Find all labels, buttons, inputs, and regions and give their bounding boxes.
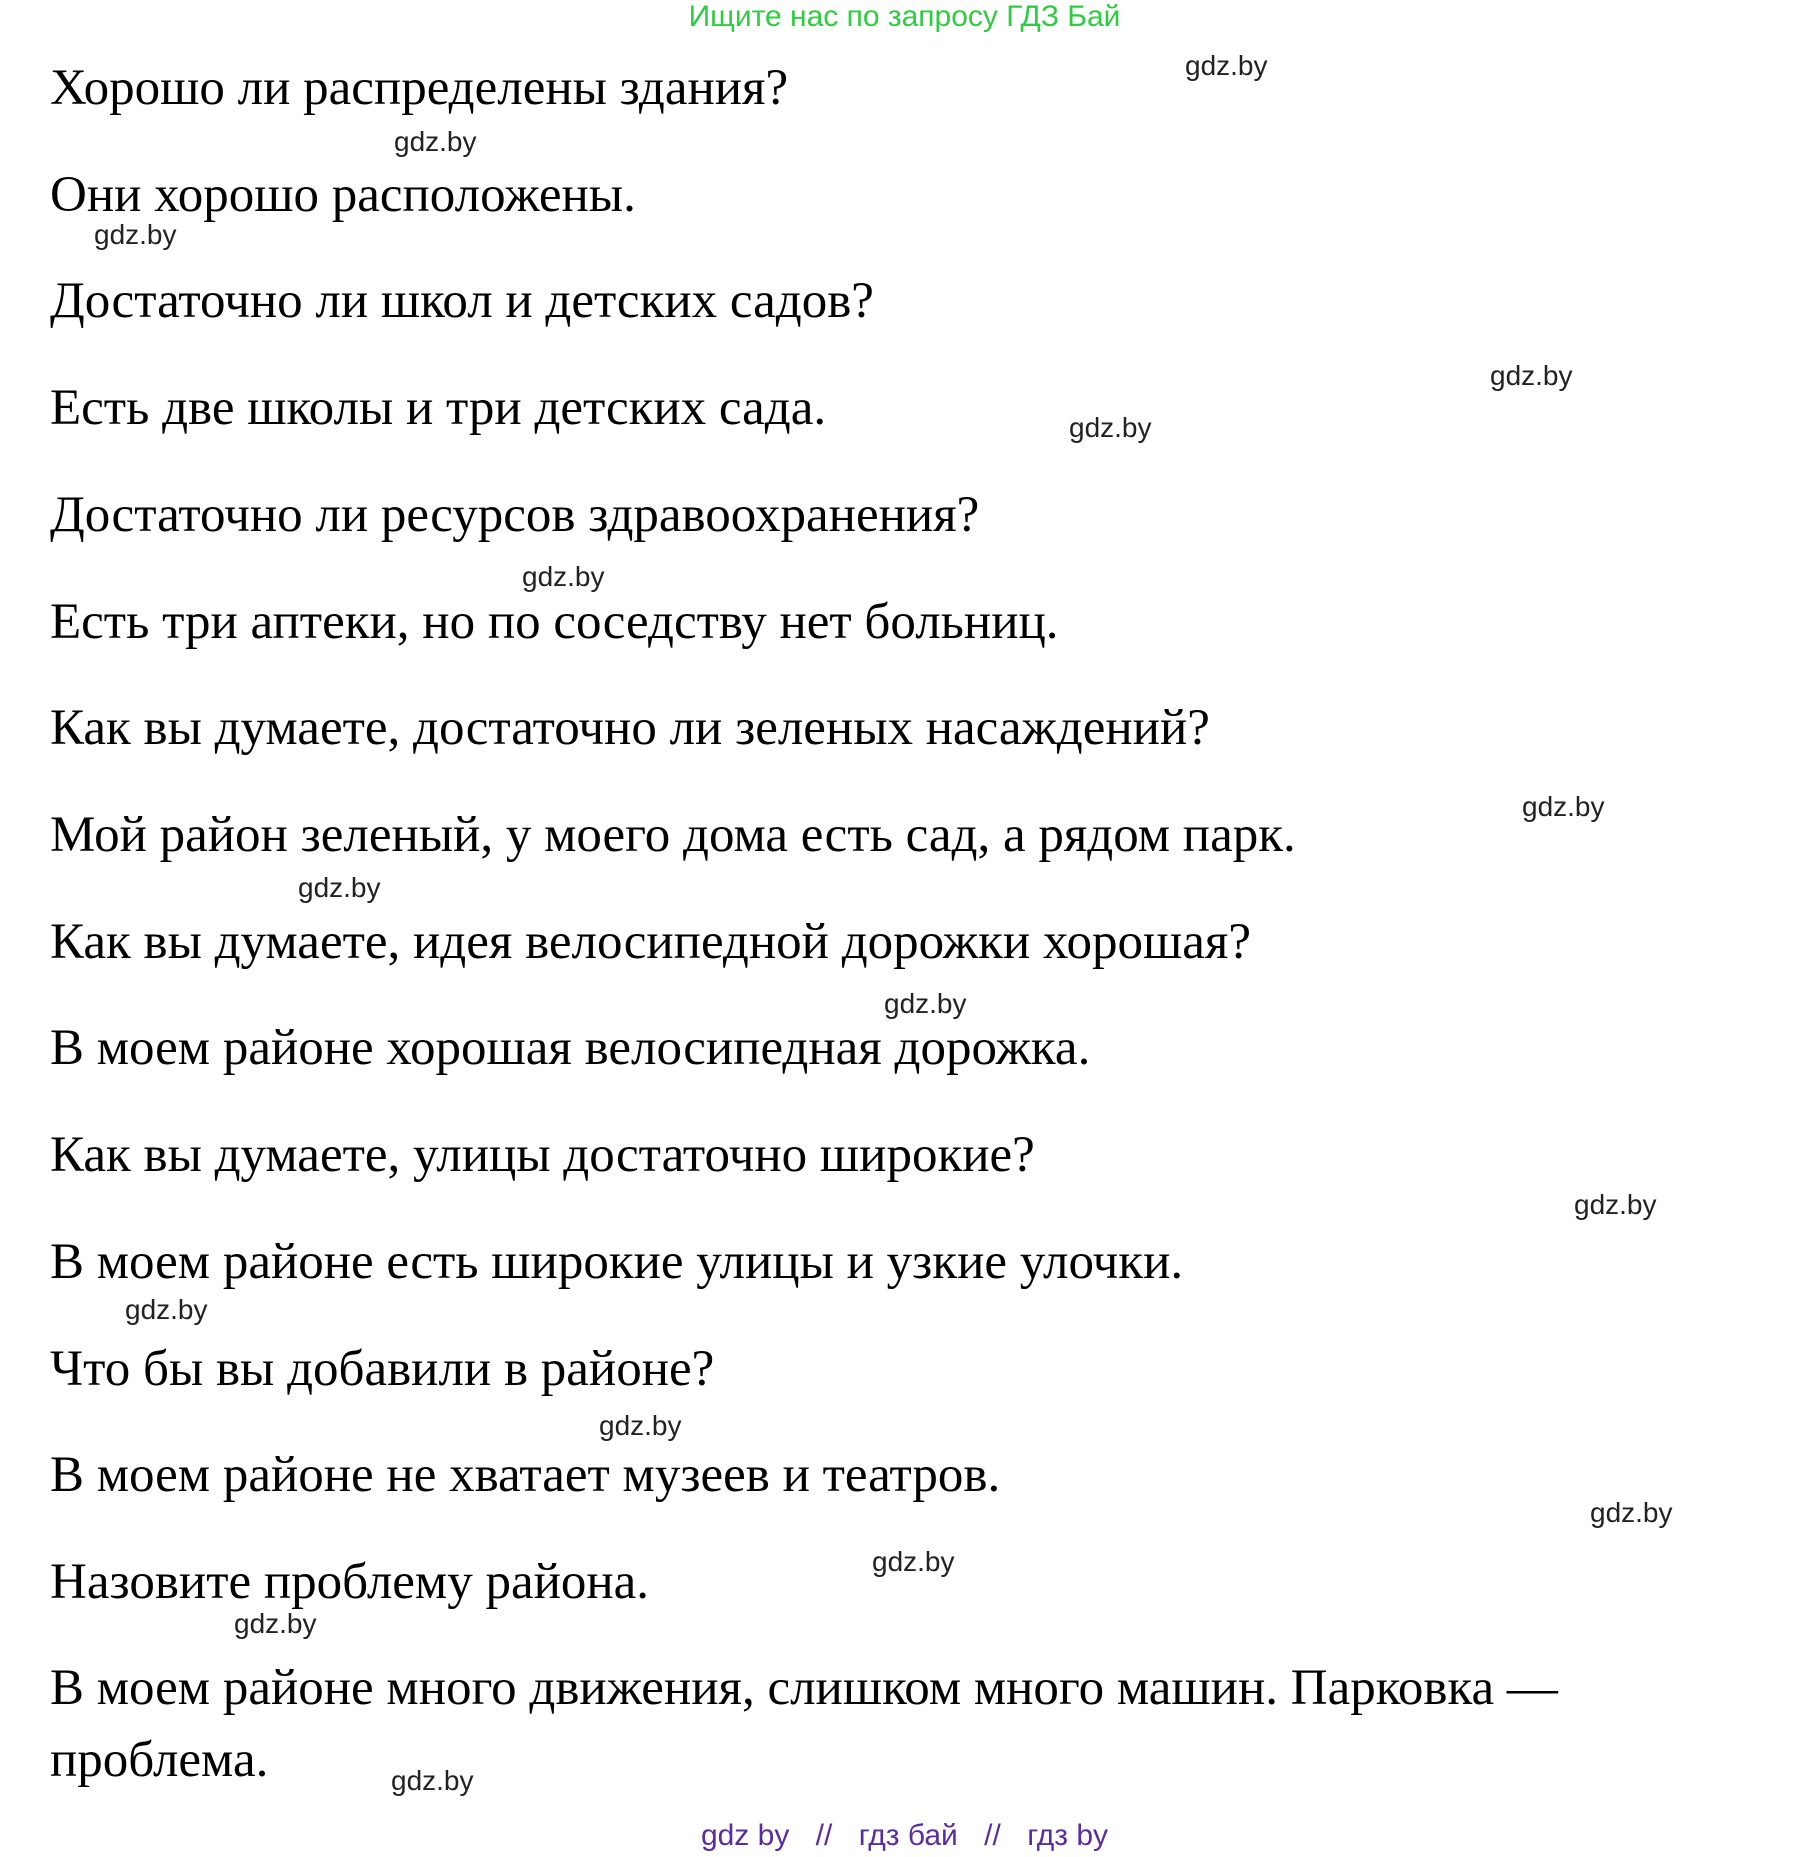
answer-line: В моем районе есть широкие улицы и узкие улочки. <box>50 1234 1184 1290</box>
question-line: Достаточно ли ресурсов здравоохранения? <box>50 487 980 543</box>
answer-line: Есть две школы и три детских сада. <box>50 380 827 436</box>
watermark: gdz.by <box>599 1410 682 1441</box>
question-line: Хорошо ли распределены здания? <box>50 60 789 116</box>
watermark: gdz.by <box>522 561 605 592</box>
footer-links <box>0 1819 1809 1853</box>
watermark: gdz.by <box>1185 50 1268 81</box>
watermark: gdz.by <box>94 219 177 250</box>
footer-link-gdz-by[interactable]: gdz by <box>700 1819 790 1852</box>
watermark: gdz.by <box>391 1765 474 1796</box>
watermark: gdz.by <box>298 872 381 903</box>
answer-line: Мой район зеленый, у моего дома есть сад, а рядом парк. <box>50 807 1296 863</box>
watermark: gdz.by <box>125 1294 208 1325</box>
question-line: Что бы вы добавили в районе? <box>50 1341 715 1397</box>
watermark: gdz.by <box>1069 412 1152 443</box>
footer-link-gdz-by-cyr[interactable]: гдз by <box>1027 1819 1109 1852</box>
watermark: gdz.by <box>1574 1189 1657 1220</box>
search-banner: Ищите нас по запросу ГДЗ Бай <box>688 0 1121 33</box>
watermark: gdz.by <box>1522 791 1605 822</box>
watermark: gdz.by <box>1490 360 1573 391</box>
footer-link-gdz-bai[interactable]: гдз бай <box>858 1819 958 1852</box>
watermark: gdz.by <box>394 126 477 157</box>
watermark: gdz.by <box>872 1546 955 1577</box>
watermark: gdz.by <box>884 988 967 1019</box>
answer-line: В моем районе много движения, слишком много машин. Парковка — <box>50 1660 1558 1716</box>
footer-separator: // <box>815 1819 833 1852</box>
answer-line-continued: проблема. <box>50 1732 269 1788</box>
question-line: Как вы думаете, идея велосипедной дорожки хорошая? <box>50 914 1251 970</box>
footer-separator: // <box>984 1819 1001 1852</box>
watermark: gdz.by <box>1590 1497 1673 1528</box>
question-line: Достаточно ли школ и детских садов? <box>50 273 874 329</box>
question-line: Как вы думаете, улицы достаточно широкие? <box>50 1127 1035 1183</box>
watermark: gdz.by <box>234 1608 317 1639</box>
answer-line: В моем районе не хватает музеев и театров. <box>50 1447 1001 1503</box>
question-line: Назовите проблему района. <box>50 1554 650 1610</box>
answer-line: В моем районе хорошая велосипедная дорожка. <box>50 1020 1091 1076</box>
question-line: Как вы думаете, достаточно ли зеленых насаждений? <box>50 700 1210 756</box>
answer-line: Есть три аптеки, но по соседству нет больниц. <box>50 594 1059 650</box>
answer-line: Они хорошо расположены. <box>50 167 636 223</box>
